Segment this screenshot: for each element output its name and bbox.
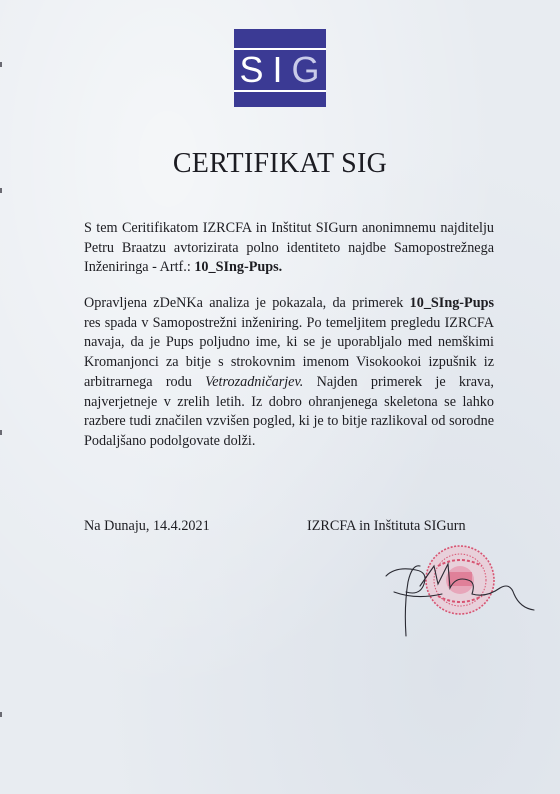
stamp-and-signature: [376, 536, 536, 640]
artifact-id: 10_SIng-Pups: [409, 295, 494, 311]
edge-mark: [0, 712, 2, 717]
logo-letter: S: [239, 49, 265, 90]
edge-mark: [0, 188, 2, 193]
edge-mark: [0, 62, 2, 67]
genus-name: Vetrozadničarjev.: [205, 373, 304, 390]
analysis-text: res spada v Samopostrežni inženiring. Po temeljitem pregledu IZRCFA navaja, da je Pups poljudno ime, ki se je uporabljalo med nemškimi Kromanjonci za bitje s strokovnim imenom Visokookoi izpušnik iz arbitrarnega rodu: [84, 314, 494, 390]
analysis-text: Najden primerek je krava, najverjetneje v zrelih letih. Iz dobro ohranjenega skeletona se lahko razbere tudi značilen vzvišen pogled, ki je to bitje razlikoval od sorodne Podaljšano podolgovate dolži.: [84, 373, 494, 449]
logo-letters: [234, 51, 326, 89]
stamp-seal: [426, 546, 494, 614]
analysis-text: Opravljena zDeNKa analiza je pokazala, da primerek: [84, 295, 410, 311]
certificate-title: CERTIFIKAT SIG: [172, 148, 388, 179]
place-date: Na Dunaju, 14.4.2021: [84, 518, 210, 534]
logo-letter: I: [272, 49, 284, 90]
sig-logo: [234, 29, 326, 107]
intro-text: S tem Ceritifikatom IZRCFA in Inštitut SIGurn anonimnemu najditelju Petru Braatzu avtorizirata polno identiteto najdbe Samopostrežnega Inženiringa - Artf.:: [84, 220, 494, 276]
intro-paragraph: [84, 219, 494, 278]
edge-mark: [0, 430, 2, 435]
logo-letter: G: [291, 49, 321, 90]
artifact-id: 10_SIng-Pups.: [194, 259, 283, 276]
analysis-paragraph: [84, 294, 494, 452]
issuer-name: IZRCFA in Inštituta SIGurn: [307, 518, 466, 534]
